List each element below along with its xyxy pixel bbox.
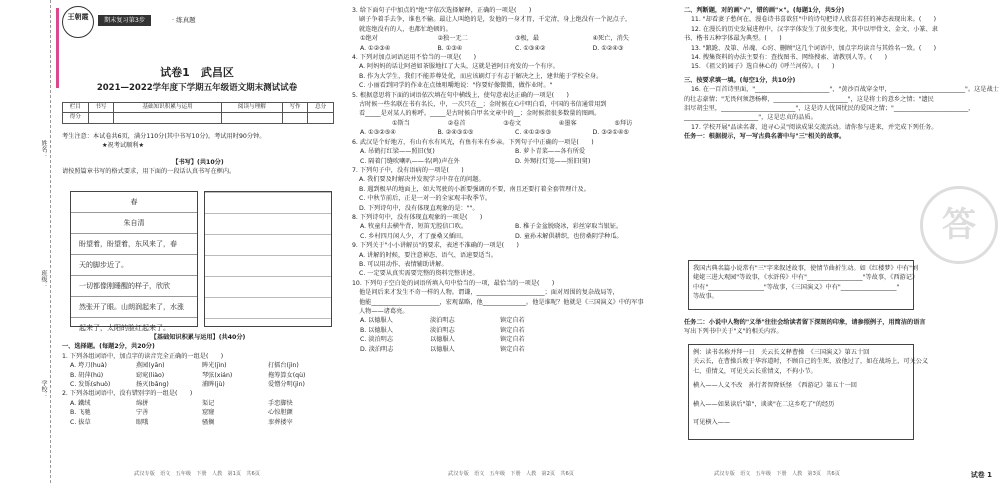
option-row: [352, 128, 670, 137]
option-item: ②卷首: [447, 119, 466, 127]
option-word: 渠记: [202, 399, 215, 407]
option-word: 窟窿: [202, 409, 215, 417]
question-stem: 刷子争着手去争，谁也不输。最让人叫绝的是，发他的一身才胃，千定清，身上绝没有一个泥点子，: [359, 16, 632, 24]
q-choice-heading: 一、选择题。(每题2分，共20分): [62, 343, 155, 351]
wish-text: ★祝考试顺利★: [102, 142, 145, 150]
option-a[interactable]: A. 讲解的时候，要注意神态、语气、语速要适当。: [359, 251, 497, 259]
option-word: 爱憎分明(jìn): [268, 381, 305, 389]
option-word: 绵拼: [136, 399, 149, 407]
option-item: ③极，最: [515, 35, 540, 43]
box-line[interactable]: 中有"__________________"等故事，《三国演义》中有"__________________": [693, 283, 900, 291]
question-3: 3. 给下面句子中加点的"绝"字依次选择解释，正确的一项是( ): [352, 7, 532, 14]
paper-title: 试卷1 武昌区: [160, 66, 234, 79]
score-header: 总分: [308, 103, 334, 113]
review-banner: 期末复习第3步: [98, 15, 151, 26]
question-2: 2. 下列各组词语中，没有错别字的一组是( ): [62, 390, 193, 398]
paper-badge: 试卷 1: [970, 470, 992, 479]
option-row: [352, 34, 670, 43]
option-row: [62, 371, 334, 380]
option-row: [352, 157, 670, 166]
answer-watermark: 答: [920, 186, 998, 264]
box-line[interactable]: 横入——如果读后"第"，谈谈"在二这乡吃了"的经历: [693, 400, 835, 408]
option-row: [62, 361, 334, 370]
score-cell[interactable]: [308, 113, 334, 123]
option-item: ④墨客: [558, 119, 577, 127]
question-4: 4. 下列对加点词语运用不恰当的一项是( ): [352, 54, 477, 62]
option-d[interactable]: D. ①②④③: [592, 44, 624, 52]
page-footer: 武汉专版 语文 五年级 下册 人教 第2页 共6页: [448, 470, 574, 477]
passage-line: 朱自清: [71, 213, 197, 234]
option-c[interactable]: C. ①③④②: [515, 44, 546, 52]
question-stem: 古时候一些名联在书有名长，中，一次只在__；金时候在心中明白看，中国的书信通常用到: [359, 101, 607, 109]
option-word: 宁善: [136, 409, 149, 417]
option-word: 淡泊明志: [430, 326, 455, 334]
option-word: 打擂台(jìn): [268, 362, 299, 370]
box-line: 等故事。: [693, 293, 718, 301]
option-c[interactable]: C. 拔草: [70, 418, 91, 426]
judge-item[interactable]: 12. 在漫长的历史发展进程中，汉字字体发生了很多变化，其中以甲骨文、金文、小篆、隶: [691, 25, 938, 33]
judge-item[interactable]: 13. "踉跄、及第、吊魂、心窍、删顾"这几个词语中，加点字均读音与其姓名一致。( ): [691, 44, 937, 52]
option-c[interactable]: C. 小丽看到同学的作业在点烛咀嚼地说："你要好像微微，做作业时。": [359, 82, 553, 90]
passage-line: 天的脚步近了。: [71, 255, 197, 276]
judge-item[interactable]: 15. 《祖父的园子》选自林心的《呼兰河传》。( ): [691, 63, 835, 71]
option-d[interactable]: D. ③②①④⑤: [592, 129, 629, 137]
option-word: 手恋脚快: [268, 399, 293, 407]
option-c[interactable]: C. ④①②⑤③: [515, 129, 551, 137]
option-word: 心惊胆颤: [268, 409, 293, 417]
task-two: 任务二：小说中人物的"义举"往往会给读者留下深刻的印象，请参照例子，用简洁的语言: [684, 319, 926, 326]
option-word: 镇定自若: [500, 326, 525, 334]
option-word: 眸光(jìn): [202, 362, 227, 370]
fill-item: 17. 学校开展"品读名著，追寻心灵"阅读成果交流活动。请你参与进来，并完成下列任务。: [691, 123, 938, 131]
cut-line: [50, 0, 51, 483]
option-c[interactable]: C. 中秋节前后，正是一对一的全家观丰收季节。: [359, 195, 492, 203]
option-b[interactable]: B. 飞驰: [70, 409, 91, 417]
option-row: [62, 408, 334, 417]
paper-subtitle: 2021—2022学年度下学期五年级语文期末测试试卷: [96, 83, 298, 93]
score-header: 阅读与理解: [221, 103, 282, 113]
option-word: 燕园(yān): [136, 362, 165, 370]
option-a[interactable]: A. 牧童归去横牛背，短笛无腔信口吹。: [360, 223, 468, 231]
option-item: ②独一无二: [437, 35, 468, 43]
option-row: [62, 399, 334, 408]
fill-item[interactable]: 泪尽胡尘里，________________________"，这是诗人忧国忧民的爱国之情；"________________________，: [684, 105, 975, 113]
option-c[interactable]: C. 乡村四月闲人少，才了蚕桑又插田。: [360, 232, 468, 240]
section-judge: 二、判断题，对的画"√"，错的画"×"。(每题1分，共5分): [684, 7, 845, 14]
passage-line: 盼望着，盼望着，东风来了，春: [71, 234, 197, 255]
option-a[interactable]: A. 鐵绒: [70, 399, 91, 407]
school-label: 学校：: [40, 380, 47, 398]
option-d[interactable]: D. 淡泊明志: [360, 345, 394, 353]
option-c[interactable]: C. 一定要从真实需要完整的资料完整讲述。: [359, 270, 479, 278]
option-row: [62, 418, 334, 427]
box-line: 七，重情义，可见关云长重情义，不拘小节。: [693, 367, 817, 375]
fill-item[interactable]: 16. 在一百首诗里面，"________________________"，"黄沙百战穿金甲，________________________"。这是战士: [691, 86, 999, 94]
page-2: [352, 0, 670, 483]
fill-item[interactable]: ________________________"，这是忠贞的品质。: [684, 114, 817, 122]
question-6: 6. 武汉是个好地方，有山有水有风光，有鱼有米有乡亲。下列句子中正确的一项是( ): [352, 138, 594, 146]
question-stem: 人物——诸葛亮。: [359, 308, 409, 315]
option-word: 骚搁: [202, 418, 215, 426]
option-word: 淡泊明志: [430, 317, 455, 325]
score-table: [62, 102, 334, 124]
option-b[interactable]: B. ②④③①⑤: [437, 129, 474, 137]
question-stem: 他能______________________，宏观谋略，他______________。他是谁呢？他就是《三国演义》中的军事: [359, 298, 644, 306]
judge-item[interactable]: 14. 搜集资料的办法主要有：查找图书、网络搜索、请教别人等。( ): [691, 54, 888, 62]
option-row: [352, 326, 670, 335]
page-footer: 武汉专版 语文 五年级 下册 人教 第3页 共6页: [714, 470, 840, 477]
score-cell[interactable]: [88, 113, 114, 123]
option-b[interactable]: B. 稚子金盆脱晓冰，彩丝穿取当银钲。: [515, 223, 623, 231]
option-word: 眼哦: [136, 418, 149, 426]
option-item: ①绝对: [360, 35, 378, 43]
score-header: 栏目: [63, 103, 89, 113]
section-fill: 三、按要求填一填。(每空1分，共10分): [684, 76, 796, 84]
page-footer: 武汉专版 语文 五年级 下册 人教 第1页 共6页: [134, 470, 260, 477]
option-b[interactable]: B. 作为大学生，我们不能养尊处优，而应该刷灯于有志于解决之上，建世能于学校全身。: [359, 72, 603, 80]
name-label: 姓名：: [40, 140, 47, 158]
option-b[interactable]: B. 萝卜青菜——各有所爱: [515, 148, 586, 156]
page-1: [56, 0, 338, 483]
judge-item: 书、楷书五种字体最为典型。( ): [684, 35, 782, 43]
judge-item[interactable]: 11. "却看妻子愁何在，漫卷诗书喜欲狂"中的诗句把诗人欣喜若狂的神态表现出来。( ): [691, 16, 937, 24]
option-b[interactable]: B. 遇到极早的地面上，如大驾驶的小新要强调的不要，南且还要打着全套管理计及。: [359, 185, 590, 193]
question-stem: 就连绝没有的人，也都忙绝顿的。: [359, 25, 452, 33]
option-row: [352, 44, 670, 53]
option-row: [352, 335, 670, 344]
exam-note: 考生注意：本试卷共6页，满分110分(其中书写10分)，考试用时90分钟。: [62, 133, 266, 140]
question-7: 7. 下列句子中，没有语病的一项是( ): [352, 166, 464, 174]
section-writing: 【书写】(共10分): [172, 158, 224, 166]
score-cell[interactable]: [282, 113, 308, 123]
option-row: [352, 345, 670, 354]
score-header: 书写: [88, 103, 114, 113]
score-row-label: 得分: [63, 113, 89, 123]
option-c[interactable]: C. 隔着门缝吹喇叭——名(鸣)声在外: [360, 157, 460, 165]
writing-passage-box: [70, 191, 198, 332]
score-cell[interactable]: [114, 113, 222, 123]
option-b[interactable]: B. 胡萍(hú): [70, 371, 104, 379]
option-b[interactable]: B. 以德服人: [360, 326, 393, 334]
box-line[interactable]: 我国古典名篇小说常有"三"字来叙述故事，使情节曲折生动。如《红楼梦》中有"刘: [693, 265, 919, 272]
option-row: [352, 222, 670, 231]
question-5: 5. 根据意思将下面的词语依次填在句中横线上，使句意表达正确的一项是( ): [352, 91, 569, 99]
logo: 王朝霞: [62, 6, 94, 38]
option-row: [352, 316, 670, 325]
fill-item[interactable]: 的壮志豪情；"无畏何须怨杨柳，________________________"，这是将士的意乡之情；"遗民: [684, 95, 934, 103]
box-line[interactable]: 横入——人义不改 孙行者智降妖怪 《西游记》第五十一回: [693, 382, 857, 390]
box-line: 关云长，在曹操兵败于华容道时，不顾自己的生死，放他过了，如在战场上，可关公义: [693, 358, 929, 366]
question-stem: 他是问后来才发生不奇一样的人物。谓谦，______________________；面对周围的复杂战局等，: [359, 289, 619, 297]
option-a[interactable]: A. 以德服人: [360, 317, 393, 325]
option-c[interactable]: C. 淡泊明志: [360, 336, 394, 344]
question-8: 8. 下列诗句中，没有体现直观象的一项是( ): [352, 213, 483, 221]
passage-line: 春: [71, 192, 197, 213]
writing-answer-grid[interactable]: [204, 191, 332, 327]
option-d[interactable]: D. 外甥打灯笼——照旧(舅): [515, 157, 591, 165]
option-a[interactable]: A. ①②③④: [360, 44, 391, 52]
option-b[interactable]: B. ①③④: [437, 44, 463, 52]
option-a[interactable]: A. 我们要及时解决并发现学习中存在的问题。: [359, 176, 485, 184]
task-one-box: [688, 260, 919, 310]
box-line[interactable]: 姥姥三进大观园"等故事，《水浒传》中有"__________________"等故事，《西游记》: [693, 274, 919, 282]
task-one: 任务一：根据提示，写一写古典名著中与"三"相关的故事。: [684, 133, 846, 141]
class-label: 班级：: [40, 270, 47, 288]
option-row: [62, 380, 334, 389]
option-row: [352, 232, 670, 241]
passage-line: 起来了，太阳的脸红起来了。: [79, 324, 170, 332]
option-d[interactable]: D. 童孙未解供耕织，也傍桑阴学种瓜。: [515, 232, 623, 240]
option-item: ④死亡，消失: [592, 35, 629, 43]
question-10: 10. 下列句子空白处的词语所填入句中恰当的一项，最恰当的一项是( ): [352, 279, 555, 287]
writing-requirement: 请按照篇章书写的格式要求，用下面的一段话认真书写在框内。: [62, 168, 236, 176]
option-word: 以德服人: [430, 336, 455, 344]
option-word: 镇定自若: [500, 345, 525, 353]
option-word: 窈窕(liào): [136, 371, 165, 379]
question-1: 1. 下列各组词语中，加点字的读音完全正确的一组是( ): [62, 352, 224, 360]
passage-line: 然张开了眼。山朗润起来了，水涨: [71, 297, 197, 318]
option-a[interactable]: A. 阿妈妈的话让阿爸如茶服地扛了大头，这就是爸阿日亮发的一个有序。: [359, 63, 559, 71]
box-line[interactable]: 可见横入——: [693, 419, 731, 427]
option-word: 以德服人: [430, 345, 455, 353]
task-two-box: [688, 344, 929, 440]
option-word: 扬灭(bǎng): [136, 381, 169, 389]
task-two-cont: 写出下列书中关于"义"的相关内容。: [684, 328, 783, 336]
passage-line: 一切都像刚睡醒的样子，欣欣: [71, 276, 197, 297]
option-word: 镇定自若: [500, 336, 525, 344]
option-item: ⑤拜访: [614, 119, 633, 127]
box-line: 例：读书名称并拜一日 关云长义释曹操 《三国演义》第五十回: [693, 349, 870, 356]
option-row: [352, 147, 670, 156]
section-basics: 【基础知识积累与运用】(共40分): [150, 334, 246, 341]
option-item: ③卷文: [503, 119, 522, 127]
option-a[interactable]: A. 吊鹤打红梁——照旧(复): [360, 148, 435, 156]
option-word: 琴弦(xián): [202, 371, 233, 379]
score-header: 写作: [282, 103, 308, 113]
option-a[interactable]: A. ①③②⑤④: [360, 129, 396, 137]
option-b[interactable]: B. 可以用动作、表情辅助讲解。: [359, 260, 448, 268]
option-d[interactable]: D. 下列诗句中，没有体现直观象的是：""。: [359, 204, 479, 212]
option-word: 浦眸(jù): [202, 381, 225, 389]
option-c[interactable]: C. 发铄(shuò): [70, 381, 111, 389]
option-word: 挛葬搂宰: [268, 418, 293, 426]
option-a[interactable]: A. 垮刀(huà): [70, 362, 107, 370]
score-cell[interactable]: [221, 113, 282, 123]
option-item: ①斯当: [392, 119, 410, 127]
option-word: 镇定自若: [500, 317, 525, 325]
option-word: 拖筹算女(qù): [268, 371, 306, 379]
question-9: 9. 下列关于"小小讲解员"的要求，表述不准确的一项是( ): [352, 242, 519, 250]
question-stem: 看_____是对某人的称呼。_____是古时候自甲名文章中的__；金时候指很多数量的图画。: [359, 110, 601, 118]
score-header: 基础知识积累与运用: [114, 103, 222, 113]
option-row: [352, 119, 670, 128]
review-banner-tail: · 练真题: [172, 16, 196, 24]
